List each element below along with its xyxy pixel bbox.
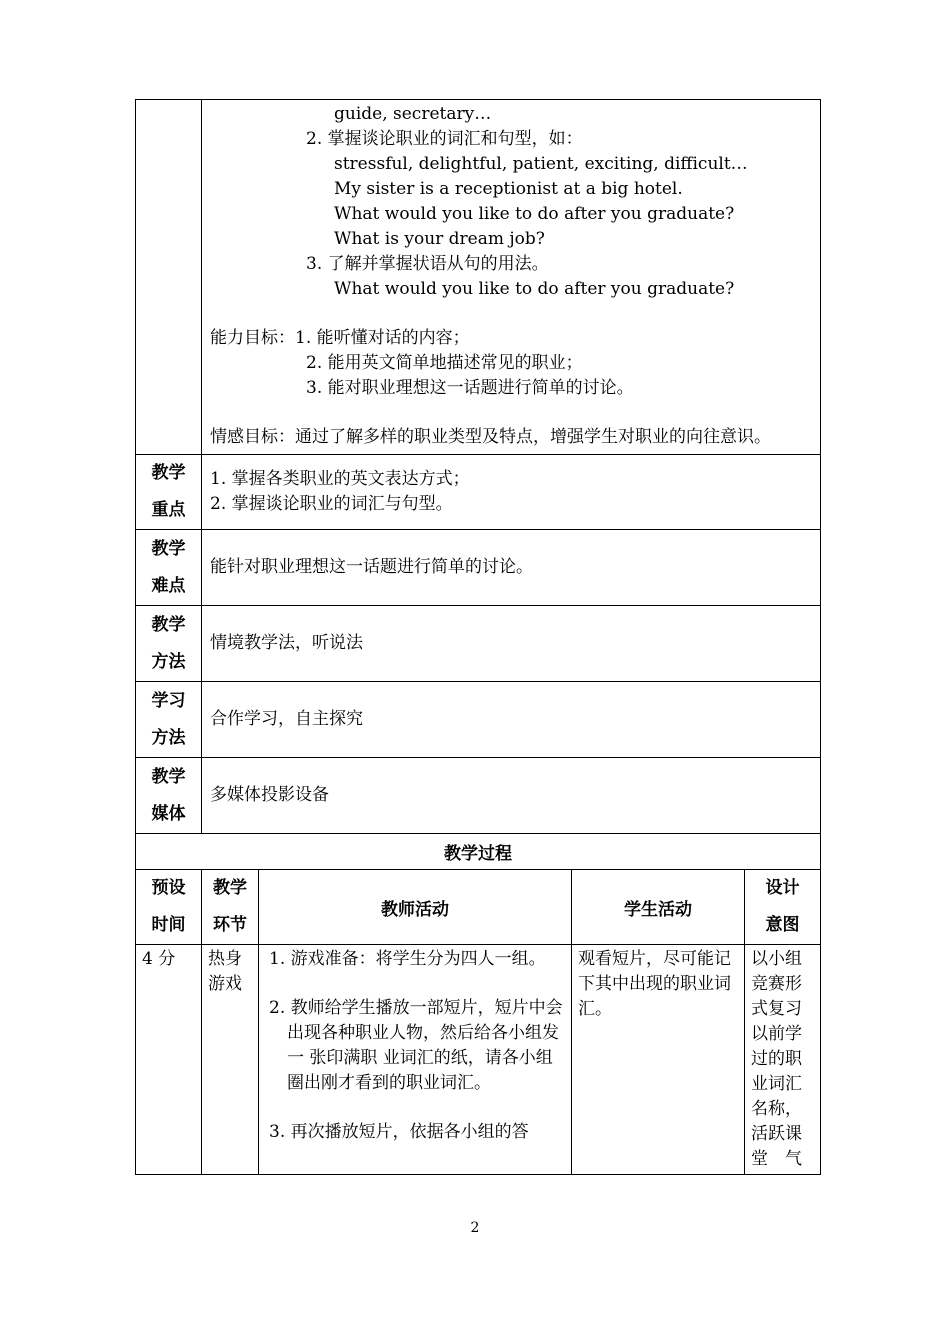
knowledge-tail: guide, secretary… <box>334 104 492 124</box>
design-intent-cell: 以小组竞赛形式复习以前学过的职业词汇名称，活跃课堂 气 <box>745 945 821 1175</box>
knowledge-item-3: 3. 了解并掌握状语从句的用法。 <box>306 254 549 274</box>
teaching-method-content: 情境教学法，听说法 <box>202 606 821 682</box>
knowledge-example: What would you like to do after you graduate? <box>334 279 735 299</box>
student-activity-header: 学生活动 <box>572 870 745 945</box>
lesson-plan-table <box>135 99 821 1175</box>
key-point-1: 1. 掌握各类职业的英文表达方式； <box>210 469 470 489</box>
lesson-plan-page <box>135 99 820 1175</box>
stage-cell: 热身游戏 <box>202 945 259 1175</box>
media-content: 多媒体投影设备 <box>202 758 821 834</box>
teacher-step-3: 3. 再次播放短片，依据各小组的答 <box>269 1122 529 1142</box>
stage-header: 教学 环节 <box>202 870 259 945</box>
page-number: 2 <box>470 1220 480 1236</box>
difficulty-content: 能针对职业理想这一话题进行简单的讨论。 <box>202 530 821 606</box>
objectives-label-cell <box>136 100 202 455</box>
emotion-goal: 情感目标：通过了解多样的职业类型及特点，增强学生对职业的向往意识。 <box>210 427 771 447</box>
key-point-2: 2. 掌握谈论职业的词汇与句型。 <box>210 494 453 514</box>
design-intent-header: 设计 意图 <box>745 870 821 945</box>
ability-label: 能力目标： <box>210 328 295 348</box>
key-points-row <box>136 455 821 530</box>
process-row <box>136 945 821 1175</box>
ability-item-3: 3. 能对职业理想这一话题进行简单的讨论。 <box>306 378 634 398</box>
media-label: 教学 媒体 <box>136 758 202 834</box>
ability-goal <box>210 326 812 351</box>
teacher-activity-cell <box>259 945 572 1175</box>
teacher-activity-header: 教师活动 <box>259 870 572 945</box>
learning-method-row <box>136 682 821 758</box>
media-row <box>136 758 821 834</box>
objectives-row <box>136 100 821 455</box>
ability-item-2: 2. 能用英文简单地描述常见的职业； <box>306 353 583 373</box>
key-points-content <box>202 455 821 530</box>
teacher-step-2: 2. 教师给学生播放一部短片，短片中会出现各种职业人物，然后给各小组发一 张印满职 业词汇的纸，请各小组圈出刚才看到的职业词汇。 <box>269 998 563 1093</box>
learning-method-content: 合作学习，自主探究 <box>202 682 821 758</box>
learning-method-label: 学习 方法 <box>136 682 202 758</box>
knowledge-example: What would you like to do after you graduate? <box>334 204 735 224</box>
ability-item-1: 1. 能听懂对话的内容； <box>295 328 470 348</box>
process-title-row <box>136 834 821 870</box>
knowledge-example: stressful, delightful, patient, exciting, difficult… <box>334 154 748 174</box>
process-header-row <box>136 870 821 945</box>
teaching-method-label: 教学 方法 <box>136 606 202 682</box>
teacher-step-1: 1. 游戏准备：将学生分为四人一组。 <box>269 949 546 969</box>
knowledge-example: What is your dream job? <box>334 229 545 249</box>
time-header: 预设 时间 <box>136 870 202 945</box>
difficulty-row <box>136 530 821 606</box>
knowledge-example: My sister is a receptionist at a big hotel. <box>334 179 683 199</box>
key-points-label: 教学 重点 <box>136 455 202 530</box>
time-cell: 4 分 <box>136 945 202 1175</box>
difficulty-label: 教学 难点 <box>136 530 202 606</box>
process-title: 教学过程 <box>136 834 821 870</box>
student-activity-cell: 观看短片，尽可能记下其中出现的职业词汇。 <box>572 945 745 1175</box>
knowledge-item-2: 2. 掌握谈论职业的词汇和句型，如： <box>306 129 583 149</box>
objectives-content <box>202 100 821 455</box>
teaching-method-row <box>136 606 821 682</box>
